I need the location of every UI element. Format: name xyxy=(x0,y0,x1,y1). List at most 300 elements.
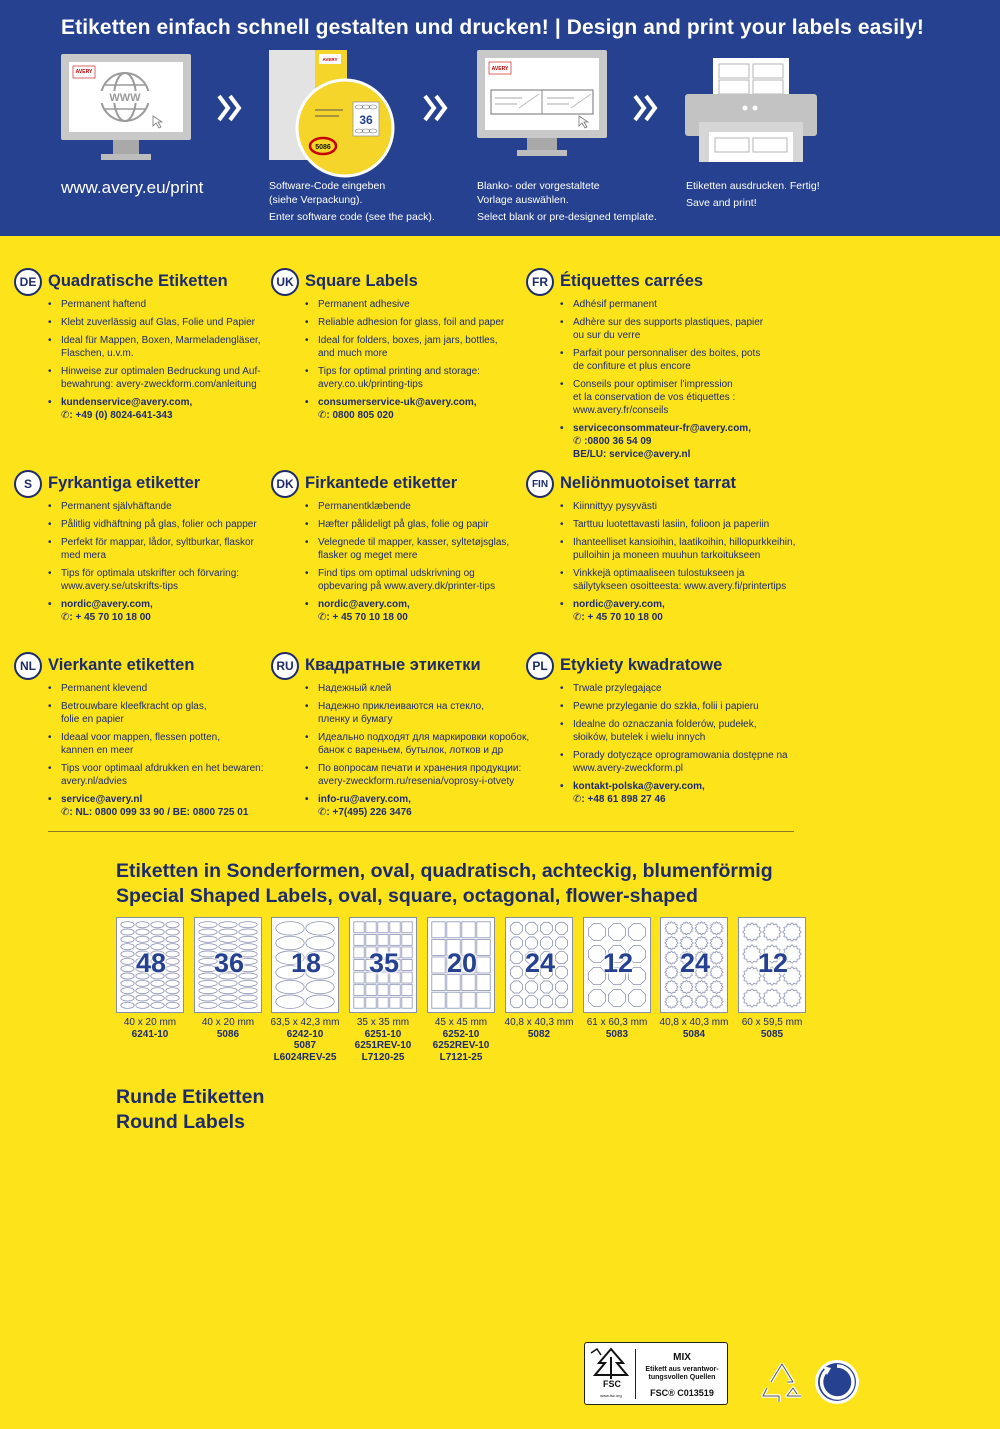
header-banner xyxy=(0,0,1000,236)
label-shape xyxy=(609,924,626,941)
feature-item xyxy=(305,365,521,391)
language-header xyxy=(271,470,521,498)
caption-line: Vorlage auswählen. xyxy=(477,194,569,206)
feature-line: ✆: + 45 70 10 18 00 xyxy=(318,612,408,623)
feature-line: • Ihanteelliset kansioihin, laatikoihin, hillopurkkeihin, xyxy=(573,537,796,548)
product-sheet-5086 xyxy=(194,917,262,1040)
language-header xyxy=(271,652,521,680)
label-shape xyxy=(525,981,537,993)
label-shape xyxy=(763,923,781,941)
monitor-icon xyxy=(61,50,191,168)
feature-item xyxy=(305,682,521,695)
feature-line: ✆: +48 61 898 27 46 xyxy=(573,794,666,805)
step-caption-select-template xyxy=(477,179,707,224)
label-shape xyxy=(510,996,522,1008)
label-shape xyxy=(136,995,149,1001)
label-shape xyxy=(121,936,134,942)
feature-line: • Pewne przyleganie do szkła, folii i papieru xyxy=(573,701,759,712)
label-shape xyxy=(151,922,164,928)
caption-line: Select blank or pre-designed template. xyxy=(477,211,657,223)
feature-item xyxy=(48,518,264,531)
printer-icon xyxy=(685,58,819,168)
label-dimensions: 45 x 45 mm xyxy=(434,1017,488,1028)
feature-line: • Trwale przylegające xyxy=(573,683,662,694)
label-shape xyxy=(151,995,164,1001)
label-shape xyxy=(121,980,134,986)
contact-item[interactable] xyxy=(48,793,264,819)
section-divider xyxy=(48,831,794,832)
template-brand-text: AVERY xyxy=(491,66,509,72)
feature-line: • Ideal for folders, boxes, jam jars, bottles, xyxy=(318,335,498,346)
language-header xyxy=(14,652,264,680)
feature-line: ou sur du verre xyxy=(573,330,641,341)
label-shape xyxy=(121,988,134,994)
feature-item xyxy=(305,500,521,513)
caption-line: Etiketten ausdrucken. Fertig! xyxy=(686,180,820,192)
contact-item[interactable] xyxy=(560,780,776,806)
label-shape xyxy=(166,922,179,928)
label-shape xyxy=(199,1002,217,1008)
feature-line: • Tips för optimala utskrifter och förvaring: xyxy=(61,568,240,579)
feature-line: • Permanent adhesive xyxy=(318,299,410,310)
label-shape xyxy=(136,980,149,986)
label-shape xyxy=(151,929,164,935)
label-shape xyxy=(366,985,376,996)
feature-line: • serviceconsommateur-fr@avery.com, xyxy=(573,423,751,434)
special-shapes-heading xyxy=(116,859,773,909)
contact-item[interactable] xyxy=(305,396,521,422)
feature-line: • Velegnede til mapper, kasser, syltetøjsglas, xyxy=(318,537,510,548)
feature-line: • Vinkkejä optimaaliseen tulostukseen ja xyxy=(573,568,745,579)
template-monitor-icon xyxy=(477,50,609,164)
feature-line: • kontakt-polska@avery.com, xyxy=(573,781,705,792)
feature-item xyxy=(305,567,521,593)
pack-code-text: 5086 xyxy=(315,144,331,151)
special-title-en: Special Shaped Labels, oval, square, octagonal, flower-shaped xyxy=(116,885,698,907)
label-dimensions: 40,8 x 40,3 mm xyxy=(659,1017,729,1028)
feature-item xyxy=(48,567,264,593)
contact-item[interactable] xyxy=(305,598,521,624)
feature-line: • Надежно приклеиваются на стекло, xyxy=(318,701,485,712)
fsc-separator xyxy=(635,1349,636,1399)
label-dimensions: 61 x 60,3 mm xyxy=(586,1017,648,1028)
labels-per-sheet-count: 24 xyxy=(524,948,556,978)
product-code: 6251REV-10 xyxy=(354,1040,412,1051)
label-shape xyxy=(136,922,149,928)
label-shape xyxy=(199,929,217,935)
label-shape xyxy=(402,985,412,996)
recycle-icon xyxy=(759,1360,805,1406)
language-block-de xyxy=(14,268,264,427)
feature-item xyxy=(560,567,787,593)
contact-item[interactable] xyxy=(305,793,521,819)
round-title-en: Round Labels xyxy=(116,1111,245,1133)
country-code-badge: FR xyxy=(526,268,554,296)
labels-per-sheet-count: 20 xyxy=(446,948,478,978)
feature-line: • Идеально подходят для маркировки коробок, xyxy=(318,732,530,743)
label-shape xyxy=(136,988,149,994)
label-dimensions: 60 x 59,5 mm xyxy=(741,1017,803,1028)
feature-line: www.avery.se/utskrifts-tips xyxy=(61,581,179,592)
label-shape xyxy=(783,989,801,1007)
label-shape xyxy=(510,922,522,934)
feature-line: ✆: +49 (0) 8024-641-343 xyxy=(61,410,173,421)
feature-line: • consumerservice-uk@avery.com, xyxy=(318,397,477,408)
label-shape xyxy=(589,990,606,1007)
label-shape xyxy=(378,934,388,945)
label-shape xyxy=(477,922,490,938)
feature-list xyxy=(271,500,521,624)
language-block-dk xyxy=(271,470,521,629)
feature-line: ✆: 0800 805 020 xyxy=(318,410,394,421)
step-pack xyxy=(269,50,399,185)
label-shape xyxy=(432,922,445,938)
caption-line: Blanko- oder vorgestaltete xyxy=(477,180,600,192)
label-shape xyxy=(354,922,364,933)
feature-line: and much more xyxy=(318,348,388,359)
feature-line: et la conservation de vos étiquettes : xyxy=(573,392,736,403)
product-code: 6252REV-10 xyxy=(432,1040,490,1051)
label-shape xyxy=(540,996,552,1008)
feature-line: www.avery.fr/conseils xyxy=(573,405,669,416)
caption-line: (siehe Verpackung). xyxy=(269,194,363,206)
feature-item xyxy=(305,316,521,329)
feature-list xyxy=(526,298,776,461)
label-shape xyxy=(390,922,400,933)
language-header xyxy=(526,268,776,296)
label-shape xyxy=(136,936,149,942)
language-title: Neliönmuotoiset tarrat xyxy=(560,474,737,492)
fsc-desc-line: tungsvollen Quellen xyxy=(648,1374,716,1381)
label-shape xyxy=(447,922,460,938)
product-sheet-5084 xyxy=(660,917,728,1040)
label-shape xyxy=(402,922,412,933)
label-shape xyxy=(239,929,257,935)
language-block-ru xyxy=(271,652,530,824)
label-sheet-thumbnail xyxy=(194,917,262,1013)
feature-line: bewahrung: avery-zweckform.com/anleitung xyxy=(61,379,257,390)
label-shape xyxy=(447,992,460,1008)
feature-line: • Tips for optimal printing and storage: xyxy=(318,366,480,377)
language-header xyxy=(271,268,521,296)
feature-item xyxy=(560,700,776,713)
language-title: Fyrkantiga etiketter xyxy=(48,474,201,492)
feature-item xyxy=(48,731,264,757)
feature-line: • Klebt zuverlässig auf Glas, Folie und Papier xyxy=(61,317,255,328)
feature-item xyxy=(560,536,796,562)
green-dot-icon xyxy=(813,1358,861,1406)
feature-line: www.avery-zweckform.pl xyxy=(573,763,684,774)
label-shape xyxy=(306,922,334,935)
feature-item xyxy=(560,378,776,417)
feature-item xyxy=(560,749,788,775)
language-block-uk xyxy=(271,268,521,427)
label-shape xyxy=(121,995,134,1001)
feature-item xyxy=(560,518,776,531)
label-shape xyxy=(219,936,237,942)
feature-list xyxy=(526,500,796,624)
label-sheet-thumbnail xyxy=(505,917,573,1013)
product-sheet-5085 xyxy=(738,917,806,1040)
caption-line: Enter software code (see the pack). xyxy=(269,211,435,223)
country-code-badge: UK xyxy=(271,268,299,296)
feature-line: • Tips voor optimaal afdrukken en het bewaren: xyxy=(61,763,264,774)
label-shape xyxy=(239,922,257,928)
feature-line: • Ideal für Mappen, Boxen, Marmeladengläser, xyxy=(61,335,261,346)
feature-line: банок с вареньем, бутылок, лотков и др xyxy=(318,745,504,756)
label-shape xyxy=(743,989,761,1007)
product-caption xyxy=(105,1017,195,1040)
label-shape xyxy=(665,922,678,935)
feature-item xyxy=(560,298,776,311)
feature-line: • Find tips om optimal udskrivning og xyxy=(318,568,475,579)
feature-line: • Tarttuu luotettavasti lasiin, folioon ja paperiin xyxy=(573,519,770,530)
feature-line: BE/LU: service@avery.nl xyxy=(573,449,691,460)
label-shape xyxy=(366,997,376,1008)
label-shape xyxy=(378,997,388,1008)
feature-line: ✆ :0800 36 54 09 xyxy=(573,436,652,447)
language-title: Etykiety kwadratowe xyxy=(560,656,723,674)
label-shape xyxy=(199,936,217,942)
feature-line: słoików, butelek i wielu innych xyxy=(573,732,706,743)
feature-line: • Permanent haftend xyxy=(61,299,147,310)
label-shape xyxy=(219,1002,237,1008)
feature-list xyxy=(14,682,264,819)
language-header xyxy=(14,470,264,498)
fsc-label: FSC xyxy=(603,1379,621,1389)
feature-line: folie en papier xyxy=(61,714,124,725)
label-shape xyxy=(462,922,475,938)
feature-line: • info-ru@avery.com, xyxy=(318,794,411,805)
feature-line: de confiture et plus encore xyxy=(573,361,691,372)
product-sheet-5082 xyxy=(505,917,573,1040)
feature-line: • Idealne do oznaczania folderów, pudełek, xyxy=(573,719,757,730)
label-shape xyxy=(695,995,708,1008)
label-shape xyxy=(199,980,217,986)
product-caption xyxy=(338,1017,428,1063)
country-code-badge: S xyxy=(14,470,42,498)
label-shape xyxy=(199,988,217,994)
country-code-badge: DE xyxy=(14,268,42,296)
product-code: 5083 xyxy=(605,1028,629,1040)
label-shape xyxy=(219,995,237,1001)
feature-list xyxy=(271,298,521,422)
feature-item xyxy=(48,700,264,726)
product-sheet-6252-10 xyxy=(427,917,495,1063)
label-shape xyxy=(239,988,257,994)
product-caption xyxy=(260,1017,350,1063)
label-shape xyxy=(390,985,400,996)
country-code-badge: RU xyxy=(271,652,299,680)
product-caption xyxy=(416,1017,506,1063)
country-code-badge: PL xyxy=(526,652,554,680)
label-shape xyxy=(555,996,567,1008)
contact-item[interactable] xyxy=(48,598,264,624)
feature-line: • Parfait pour personnaliser des boites, pots xyxy=(573,348,761,359)
contact-item[interactable] xyxy=(48,396,264,422)
label-shape xyxy=(354,997,364,1008)
label-shape xyxy=(510,981,522,993)
feature-item xyxy=(305,700,521,726)
feature-line: ✆: NL: 0800 099 33 90 / BE: 0800 725 01 xyxy=(61,807,249,818)
round-title-de: Runde Etiketten xyxy=(116,1086,265,1108)
feature-line: • Надежный клей xyxy=(318,683,392,694)
label-shape xyxy=(151,988,164,994)
label-dimensions: 63,5 x 42,3 mm xyxy=(270,1017,340,1028)
feature-item xyxy=(560,347,776,373)
label-shape xyxy=(151,1002,164,1008)
label-shape xyxy=(665,995,678,1008)
label-shape xyxy=(390,997,400,1008)
label-shape xyxy=(477,992,490,1008)
labels-per-sheet-count: 12 xyxy=(757,948,789,978)
label-shape xyxy=(219,929,237,935)
label-shape xyxy=(219,980,237,986)
label-shape xyxy=(366,922,376,933)
label-shape xyxy=(462,992,475,1008)
country-code-badge: DK xyxy=(271,470,299,498)
feature-line: ✆: +7(495) 226 3476 xyxy=(318,807,412,818)
chevron-right-icon xyxy=(423,94,451,122)
label-dimensions: 40 x 20 mm xyxy=(201,1017,255,1028)
fsc-certification-logo xyxy=(584,1342,728,1405)
round-labels-heading xyxy=(116,1085,264,1135)
feature-line: • kundenservice@avery.com, xyxy=(61,397,193,408)
label-shape xyxy=(555,981,567,993)
product-code: 6251-10 xyxy=(364,1028,402,1040)
feature-line: пленку и бумагу xyxy=(318,714,393,725)
feature-line: • Hæfter pålideligt på glas, folie og papir xyxy=(318,519,489,530)
feature-item xyxy=(305,536,521,562)
product-code: L7121-25 xyxy=(439,1051,483,1063)
label-shape xyxy=(306,995,334,1008)
label-sheet-thumbnail xyxy=(660,917,728,1013)
label-shape xyxy=(239,936,257,942)
feature-line: • Hinweise zur optimalen Bedruckung und Auf- xyxy=(61,366,261,377)
fsc-desc-line: Etikett aus verantwor- xyxy=(645,1366,719,1373)
label-sheet-thumbnail xyxy=(427,917,495,1013)
feature-line: • Adhère sur des supports plastiques, papier xyxy=(573,317,764,328)
feature-line: med mera xyxy=(61,550,107,561)
label-shape xyxy=(525,922,537,934)
feature-line: • Adhésif permanent xyxy=(573,299,657,310)
chevron-right-icon xyxy=(633,94,661,122)
label-shape xyxy=(378,985,388,996)
feature-item xyxy=(48,298,264,311)
label-shape xyxy=(589,924,606,941)
contact-item[interactable] xyxy=(560,598,776,624)
feature-item xyxy=(305,731,530,757)
label-shape xyxy=(680,995,693,1008)
feature-line: ✆: + 45 70 10 18 00 xyxy=(61,612,151,623)
product-code: 5082 xyxy=(527,1028,551,1040)
label-pack-icon xyxy=(269,50,399,180)
avery-print-url[interactable]: www.avery.eu/print xyxy=(61,178,204,197)
labels-per-sheet-count: 24 xyxy=(679,948,711,978)
feature-item xyxy=(305,298,521,311)
label-shape xyxy=(402,934,412,945)
label-shape xyxy=(525,996,537,1008)
monitor-www-text: WWW xyxy=(109,92,141,104)
label-sheet-thumbnail xyxy=(116,917,184,1013)
labels-per-sheet-count: 48 xyxy=(135,948,167,978)
product-code: L6024REV-25 xyxy=(273,1051,337,1063)
step-caption-print xyxy=(686,179,916,210)
feature-line: • nordic@avery.com, xyxy=(573,599,665,610)
language-title: Étiquettes carrées xyxy=(560,272,704,290)
language-block-pl xyxy=(526,652,788,811)
feature-line: flasker og meget mere xyxy=(318,550,418,561)
product-caption xyxy=(494,1017,584,1040)
label-shape xyxy=(239,1002,257,1008)
feature-item xyxy=(48,334,264,360)
label-shape xyxy=(710,922,723,935)
feature-item xyxy=(560,500,776,513)
label-shape xyxy=(354,985,364,996)
feature-item xyxy=(48,682,264,695)
feature-list xyxy=(526,682,788,806)
label-shape xyxy=(239,995,257,1001)
label-shape xyxy=(166,936,179,942)
feature-line: opbevaring på www.avery.dk/printer-tips xyxy=(318,581,496,592)
feature-item xyxy=(48,536,264,562)
product-sheet-6242-10 xyxy=(271,917,339,1063)
label-shape xyxy=(695,922,708,935)
feature-line: avery.co.uk/printing-tips xyxy=(318,379,423,390)
product-sheet-5083 xyxy=(583,917,651,1040)
label-shape xyxy=(239,980,257,986)
label-shape xyxy=(695,980,708,993)
feature-line: • По вопросам печати и хранения продукции: xyxy=(318,763,522,774)
label-shape xyxy=(710,995,723,1008)
feature-line: säilytykseen osoitteesta: www.avery.fi/printertips xyxy=(573,581,787,592)
labels-per-sheet-count: 36 xyxy=(213,948,245,978)
label-shape xyxy=(743,923,761,941)
product-code: 6252-10 xyxy=(442,1028,480,1040)
label-shape xyxy=(763,989,781,1007)
feature-line: Flaschen, u.v.m. xyxy=(61,348,134,359)
feature-line: • Ideaal voor mappen, flessen potten, xyxy=(61,732,220,743)
label-shape xyxy=(136,929,149,935)
feature-line: • Reliable adhesion for glass, foil and paper xyxy=(318,317,505,328)
label-shape xyxy=(219,922,237,928)
label-shape xyxy=(390,934,400,945)
pack-count-text: 36 xyxy=(359,113,373,127)
label-shape xyxy=(151,936,164,942)
feature-line: • Conseils pour optimiser l'impression xyxy=(573,379,733,390)
contact-item[interactable] xyxy=(560,422,776,461)
label-shape xyxy=(540,981,552,993)
feature-line: • Betrouwbare kleefkracht op glas, xyxy=(61,701,207,712)
label-shape xyxy=(783,923,801,941)
product-sheet-6241-10 xyxy=(116,917,184,1040)
feature-line: • nordic@avery.com, xyxy=(61,599,153,610)
feature-item xyxy=(305,762,521,788)
feature-list xyxy=(14,298,264,422)
label-shape xyxy=(166,980,179,986)
language-header xyxy=(526,470,776,498)
label-dimensions: 40 x 20 mm xyxy=(123,1017,177,1028)
language-title: Firkantede etiketter xyxy=(305,474,458,492)
label-shape xyxy=(151,980,164,986)
product-code: 6242-10 xyxy=(286,1028,324,1040)
label-shape xyxy=(629,924,646,941)
product-sheet-6251-10 xyxy=(349,917,417,1063)
label-shape xyxy=(166,995,179,1001)
label-shape xyxy=(354,934,364,945)
label-shape xyxy=(276,995,304,1008)
label-shape xyxy=(166,929,179,935)
